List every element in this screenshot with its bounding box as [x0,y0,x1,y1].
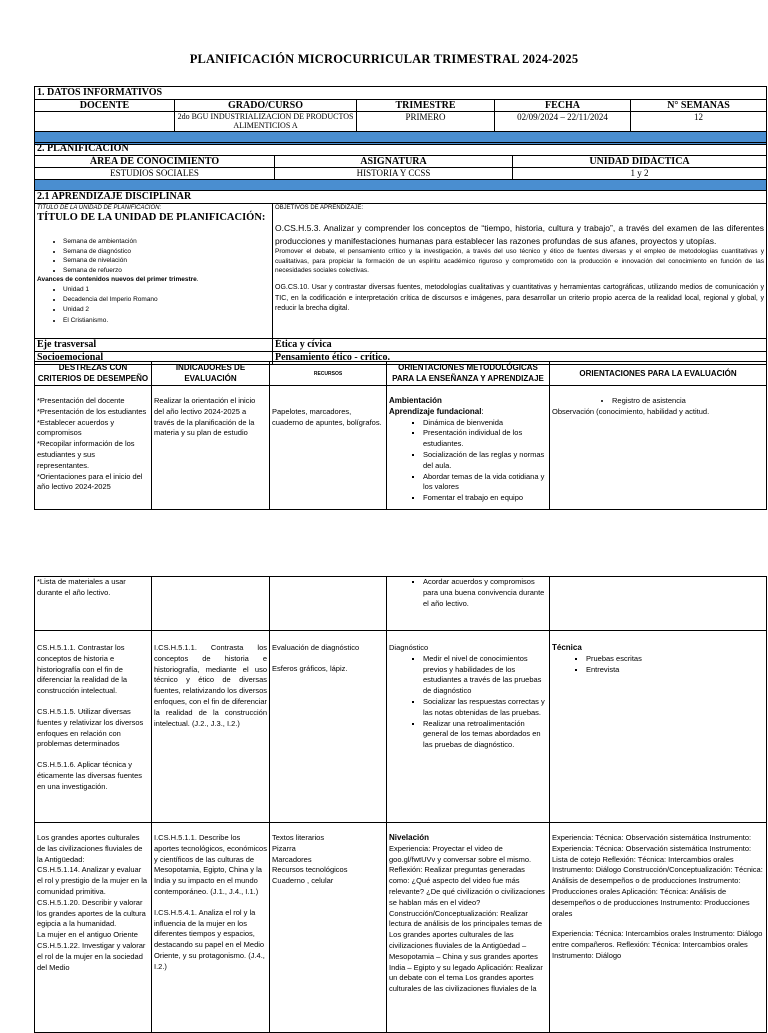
header-unidad: UNIDAD DIDÁCTICA [513,156,767,168]
eje-value: Ética y cívica [273,339,767,352]
value-unidad: 1 y 2 [513,168,767,180]
eval-text-1: Experiencia: Técnica: Observación sistemática Instrumento: Experiencia: Técnica: Observación sistemática Instrumento: Lista de cotejo Reflexión: Técnica: Intercambios orales Instrumento: Diálogo Construcción/Conceptualización: Técnica: Análisis de desempeños o de producciones Instrumento: Producciones orales Aplicación: Técnica: Análisis de desempeños o de producciones Instrumento: Producciones orales [552,833,763,918]
eje-label: Eje trasversal [35,339,273,352]
eval-title: Técnica [552,643,582,652]
objetivos-cell [273,204,767,339]
met-list [389,577,547,609]
row3-destrezas [35,823,152,1033]
row1-orient-met [387,386,550,510]
main-table-page1 [34,361,767,510]
eval-text: Observación (conocimiento, habilidad y actitud. [552,406,710,416]
titulo-small: TÍTULO DE LA UNIDAD DE PLANIFICACIÓN: [37,205,162,211]
aprendizaje-table [34,190,767,365]
list-item: • Decadencia del Imperio Romano [63,295,270,305]
list-item: *Presentación de los estudiantes [37,406,147,416]
row1-cont-met [387,577,550,631]
objetivo-3: OG.CS.10. Usar y contrastar diversas fuentes, metodologías cualitativas y cuantitativas y herramientas cartográficas, utilizando medios de comunicación y TIC, en la codificación e interpretación crítica de discursos e imágenes, para desarrollar un criterio propio acerca de la realidad local, regional y global, y reducir la brecha digital. [275,284,765,313]
row3-indicadores [152,823,270,1033]
met-subtitle: Aprendizaje fundacional: [389,406,484,416]
row2-orient-met [387,631,550,823]
list-item: ▪ Pruebas escritas [586,654,764,665]
list-item: ▪ Medir el nivel de conocimientos previos y habilidades de los estudiantes a través de las pruebas de diagnóstico [423,654,547,697]
avances-list [37,285,270,326]
row3-orient-met [387,823,550,1033]
list-item: CS.H.5.1.5. Utilizar diversas fuentes y relativizar los diversos enfoques en relación con problemas determinados [37,706,144,749]
value-area: ESTUDIOS SOCIALES [35,168,275,180]
list-item: ▪ Realizar una retroalimentación general de los temas abordados en las pruebas de diagnóstico. [423,719,547,751]
list-item: • Unidad 1 [63,285,270,295]
row1-indicadores: Realizar la orientación el inicio del año lectivo 2024-2025 a través de la planificación de la materia y su plan de estudio [152,386,270,510]
header-docente: DOCENTE [35,100,175,112]
header-indicadores: INDICADORES DE EVALUACIÓN [152,362,270,386]
met-title: Nivelación [389,833,430,842]
value-grado-curso: 2do BGU INDUSTRIALIZACION DE PRODUCTOS ALIMENTICIOS A [175,112,357,132]
value-semanas: 12 [631,112,767,132]
section-planificacion: 2. PLANIFICACIÓN [35,143,767,156]
list-item: ▪ Dinámica de bienvenida [423,418,547,429]
met-list [389,418,547,504]
objetivos-label: OBJETIVOS DE APRENDIZAJE: [275,205,364,211]
list-item: • Registro de asistencia [612,396,764,407]
socio-value: Pensamiento ético - crítico. [273,352,767,365]
list-item: La mujer en el antiguo Oriente [37,930,138,940]
list-item: Recursos tecnológicos [272,865,348,875]
value-trimestre: PRIMERO [357,112,495,132]
socio-label: Socioemocional [35,352,273,365]
list-item: ▪ Acordar acuerdos y compromisos para una buena convivencia durante el año lectivo. [423,577,547,609]
row1-cont-destrezas: *Lista de materiales a usar durante el año lectivo. [35,577,152,631]
recurso-2: Esferos gráficos, lápiz. [272,663,348,673]
met-list [389,654,547,751]
list-item: *Recopilar información de los estudiantes y sus representantes. [37,439,135,470]
list-item: CS.H.5.1.1. Contrastar los conceptos de historia e historiografía con el fin de diferenciar la realidad de la construcción intelectual. [37,643,128,696]
value-asignatura: HISTORIA Y CCSS [275,168,513,180]
header-orient-eval: ORIENTACIONES PARA LA EVALUACIÓN [550,362,767,386]
list-item: ▪ Socialización de las reglas y normas del aula. [423,450,547,472]
list-item: Pizarra [272,843,296,853]
list-item: CS.H.5.1.20. Describir y valorar los grandes aportes de la cultura egipcia a la humanidad. [37,897,146,929]
indicador-1: I.CS.H.5.1.1. Describe los aportes tecnológicos, económicos y científicos de las culturas de Mesopotamia, Egipto, China y la India y su impacto en el mundo contemporáneo. (J.1., J.4., I.1.) [154,833,267,896]
row2-orient-eval [550,631,767,823]
list-item: CS.H.5.1.22. Investigar y valorar el rol de la mujer en la sociedad del Medio [37,940,146,972]
header-orient-met: ORIENTACIONES METODOLÓGICAS PARA LA ENSEÑANZA Y APRENDIZAJE [387,362,550,386]
list-item: Textos literarios [272,833,325,842]
main-table-page2 [34,576,767,1033]
section-aprendizaje: 2.1 APRENDIZAJE DISCIPLINAR [35,191,767,204]
objetivo-2: Promover el debate, el pensamiento crítico y la investigación, a través del uso técnico y ético de fuentes diversas y el empleo de metodologías cuantitativas y cualitativas, para propiciar la formación de un espíritu académico riguroso y comprometido con la producción e innovación del conocimiento en función de las necesidades sociales colectivas. [275,248,765,274]
eval-list [552,654,764,676]
planificacion-table [34,142,767,191]
list-item: Cuaderno , celular [272,876,334,886]
list-item: ▪ Abordar temas de la vida cotidiana y los valores [423,472,547,494]
list-item: • Semana de nivelación [63,256,270,266]
header-asignatura: ASIGNATURA [275,156,513,168]
semanas-list [37,237,270,275]
list-item: CS.H.5.1.14. Analizar y evaluar el rol y prestigio de la mujer en la comunidad primitiva. [37,865,148,896]
header-destrezas: DESTREZAS CON CRITERIOS DE DESEMPEÑO [35,362,152,386]
row1-destrezas [35,386,152,510]
row3-recursos [270,823,387,1033]
list-item: • Semana de diagnóstico [63,247,270,257]
list-item: *Orientaciones para el inicio del año lectivo 2024-2025 [37,471,143,492]
list-item: CS.H.5.1.6. Aplicar técnica y éticamente las diversas fuentes en una investigación. [37,760,143,791]
met-text: Experiencia: Proyectar el video de goo.gl/fwtUVv y conversar sobre el mismo. Reflexión: Realizar preguntas generadas como: ¿Qué aspecto del video fue más relevante? ¿De qué civilización o civilizaciones se hablan más en el video? Construcción/Conceptualización: Realizar lectura de análisis de los principales temas de Los grandes aportes culturales de las civilizaciones fluviales de la Antigüedad – Mesopotamia – China y sus grandes aportes India – Egipto y su legado Aplicación: Realizar un debate con el tema Los grandes aportes culturales de las civilizaciones fluviales de la [389,843,545,994]
list-item: *Presentación del docente [37,396,125,405]
row2-recursos [270,631,387,823]
row2-indicadores: I.CS.H.5.1.1. Contrasta los conceptos de historia e historiografía, mediante el uso técnico y ético de diversas fuentes, relativizando los diversos enfoques, con el fin de diferenciar la realidad de la construcción intelectual. (J.2., J.3., I.2.) [152,631,270,823]
recurso-1: Evaluación de diagnóstico [272,643,360,652]
header-trimestre: TRIMESTRE [357,100,495,112]
eval-list [552,396,764,407]
value-fecha: 02/09/2024 – 22/11/2024 [495,112,631,132]
list-item: • Unidad 2 [63,305,270,315]
list-item: ▪ Fomentar el trabajo en equipo [423,493,547,504]
list-item: • Semana de refuerzo [63,266,270,276]
datos-informativos-table [34,86,767,145]
header-recursos: RECURSOS [270,362,387,386]
eval-text-2: Experiencia: Técnica: Intercambios orales Instrumento: Diálogo entre compañeros. Reflexión: Técnica: Intercambios orales Instrumento: Diálogo [552,929,763,960]
header-fecha: FECHA [495,100,631,112]
met-title: Diagnóstico [389,643,429,652]
indicador-2: I.CS.H.5.4.1. Analiza el rol y la influencia de la mujer en los diferentes tiempos y espacios, destacando su papel en el Medio Oriente, y su protagonismo. (J.4., I.2.) [154,907,265,971]
list-item: ▪ Presentación individual de los estudiantes. [423,428,547,450]
objetivo-1: O.CS.H.5.3. Analizar y comprender los conceptos de “tiempo, historia, cultura y trabajo”, a través del examen de las diferentes producciones y manifestaciones humanas para establecer las razones profundas de sus afanes, proyectos y utopías. [275,223,765,246]
value-docente [35,112,175,132]
list-item: *Establecer acuerdos y compromisos [37,417,115,438]
header-area: ÁREA DE CONOCIMIENTO [35,156,275,168]
section-datos-informativos: 1. DATOS INFORMATIVOS [35,87,767,100]
list-item: Marcadores [272,854,312,864]
blue-separator-2 [35,180,767,191]
avances-label: Avances de contenidos nuevos del primer trimestre. [37,276,199,284]
row1-recursos: Papelotes, marcadores, cuaderno de apuntes, bolígrafos. [270,386,387,510]
titulo-big: TÍTULO DE LA UNIDAD DE PLANIFICACIÓN: [37,212,266,223]
row1-orient-eval [550,386,767,510]
header-grado-curso: GRADO/CURSO [175,100,357,112]
row2-destrezas [35,631,152,823]
list-item: ▪ Socializar las respuestas correctas y las notas obtenidas de las pruebas. [423,697,547,719]
document-title: PLANIFICACIÓN MICROCURRICULAR TRIMESTRAL 2024-2025 [189,52,579,66]
header-semanas: N° SEMANAS [631,100,767,112]
row3-orient-eval [550,823,767,1033]
list-item: Los grandes aportes culturales de las civilizaciones fluviales de la Antigüedad: [37,833,143,864]
list-item: ▪ Entrevista [586,665,764,676]
titulo-unidad-cell [35,204,273,339]
met-title: Ambientación [389,396,442,405]
list-item: • Semana de ambientación [63,237,270,247]
list-item: • El Cristianismo. [63,316,270,326]
